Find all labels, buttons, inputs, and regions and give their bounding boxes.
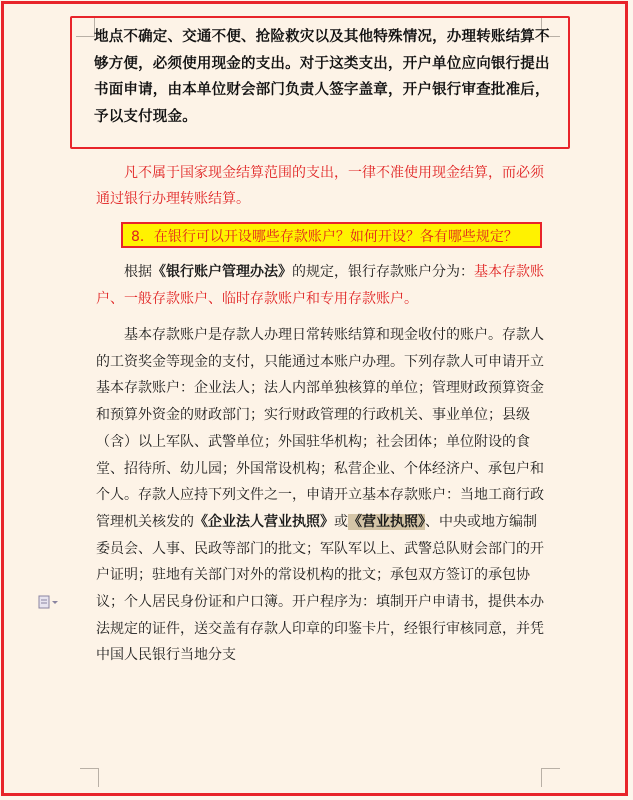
p2-text-a: 基本存款账户是存款人办理日常转账结算和现金收付的账户。存款人的工资奖金等现金的支付，只能通过本账户办理。下列存款人可申请开立基本存款账户：企业法人；法人内部单独核算的单位；管理财政预算资金和预算外资金的财政部门；实行财政管理的行政机关、事业单位；县级（含）以上军队、武警单位；外国驻华机构；社会团体；单位附设的食堂、招待所、幼儿园；外国常设机构；私营企业、个体经济户、承包户和个人。存款人应持下列文件之一，申请开立基本存款账户：当地工商行政管理机关核发的 (96, 327, 544, 530)
question-heading: 8．在银行可以开设哪些存款账户？如何开设？各有哪些规定？ (131, 229, 518, 245)
crop-mark-bottom-right (541, 768, 560, 787)
p2-text-c: 或 (334, 513, 348, 530)
question-highlight-box (121, 222, 542, 248)
p2-text-e: 、中央或地方编制委员会、人事、民政等部门的批文；军队军以上、武警总队财会部门的开户证明；驻地有关部门对外的常设机构的批文；承包双方签订的承包协议；个人居民身份证和户口簿。开户程序为：填制开户申请书，提供本办法规定的证件，送交盖有存款人印章的印鉴卡片，经银行审核同意，并凭中国人民银行当地分支 (96, 513, 544, 664)
p2-highlighted-license: 《营业执照》 (348, 513, 425, 530)
paragraph-account-types (96, 259, 544, 312)
p2-license-title: 《企业法人营业执照》 (194, 513, 334, 530)
bold-paragraph: 地点不确定、交通不便、抢险救灾以及其他特殊情况，办理转账结算不够方便，必须使用现金的支出。对于这类支出，开户单位应向银行提出书面申请，由本单位财会部门负责人签字盖章，开户银行审查批准后，予以支付现金。 (94, 29, 550, 125)
p1-text-c: 的规定，银行存款账户分为： (292, 264, 474, 280)
document-icon[interactable] (38, 594, 60, 608)
crop-mark-bottom-left (80, 768, 99, 787)
paragraph-basic-account (96, 322, 544, 669)
p1-account-list: 基本存款账户、一般存款账户、临时存款账户和专用存款账户。 (96, 264, 544, 307)
p1-law-title: 《银行账户管理办法》 (152, 264, 292, 280)
p1-text-a: 根据 (124, 264, 152, 280)
red-paragraph: 凡不属于国家现金结算范围的支出，一律不准使用现金结算，而必须通过银行办理转账结算。 (96, 165, 544, 207)
